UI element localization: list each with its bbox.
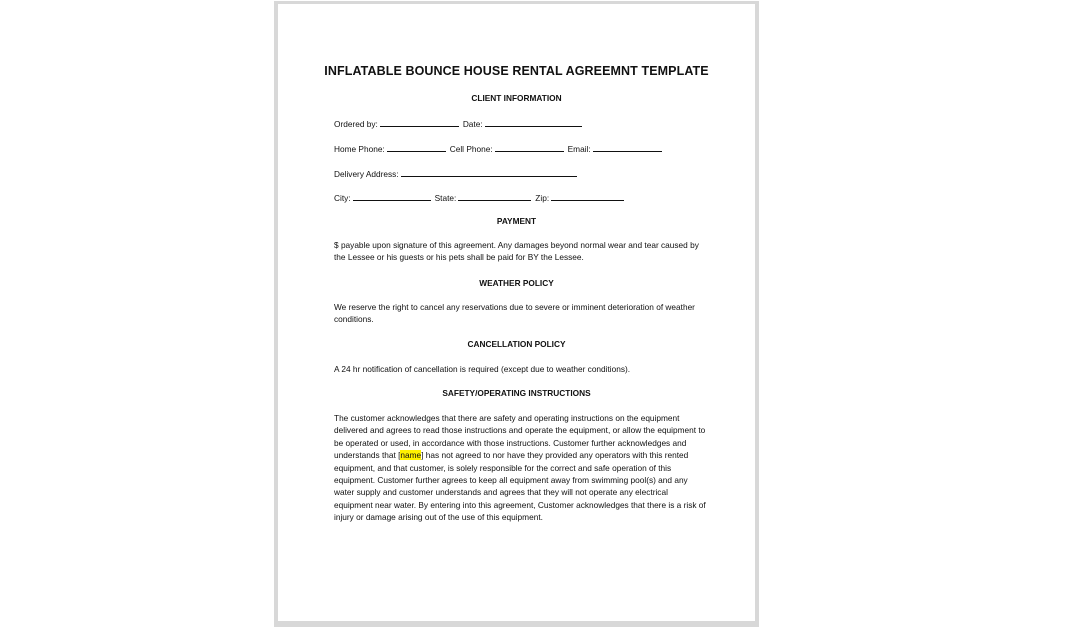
document-page (278, 4, 755, 621)
cancellation-policy-heading: CANCELLATION POLICY (467, 339, 566, 349)
safety-paragraph (334, 412, 706, 524)
home-phone-label: Home Phone: (334, 144, 385, 154)
state-label: State: (434, 193, 457, 203)
weather-policy-text: We reserve the right to cancel any reservations due to severe or imminent deterioration of weather conditions. (334, 302, 695, 325)
payment-text: payable upon signature of this agreement. Any damages beyond normal wear and tear caused by the Lessee or his guests or his pets shall be paid for BY the Lessee. (334, 240, 699, 263)
delivery-address-row (334, 167, 581, 179)
ordered-by-field[interactable] (380, 117, 459, 127)
zip-label: Zip: (535, 193, 550, 203)
date-label: Date: (462, 119, 483, 129)
weather-policy-heading: WEATHER POLICY (479, 278, 554, 288)
email-field[interactable] (593, 142, 662, 152)
delivery-address-label: Delivery Address: (334, 169, 399, 179)
name-placeholder[interactable]: name (400, 450, 422, 461)
ordered-by-label: Ordered by: (334, 119, 378, 129)
zip-field[interactable] (551, 191, 624, 201)
state-field[interactable] (458, 191, 531, 201)
payment-heading: PAYMENT (496, 216, 537, 226)
ordered-by-row (334, 117, 586, 129)
safety-text-before: The customer acknowledges that there are safety and operating instructions on the equipment delivered and agrees to read those instructions and operate the equipment, or allow the equipment to be operated or used, in accordance with those instructions. Customer further acknowledges and understands that [ (334, 413, 706, 461)
email-label: Email: (567, 144, 591, 154)
date-field[interactable] (485, 117, 582, 127)
cancellation-policy-text: A 24 hr notification of cancellation is required (except due to weather conditions). (334, 364, 631, 374)
client-information-heading: CLIENT INFORMATION (471, 93, 562, 103)
city-state-zip-row (334, 191, 628, 203)
city-field[interactable] (353, 191, 431, 201)
safety-heading: SAFETY/OPERATING INSTRUCTIONS (442, 388, 591, 398)
home-phone-field[interactable] (387, 142, 446, 152)
safety-text-after: ] has not agreed to nor have they provided any operators with this rented equipment, and that customer, is solely responsible for the correct and safe operation of this equipment. Customer further agrees to keep all equipment away from swimming pool(s) and any water supply and customer understands and agrees that they will not operate any electrical equipment near water. By entering into this agreement, Customer acknowledges that there is a risk of injury or damage arising out of the use of this equipment. (334, 450, 706, 523)
city-label: City: (334, 193, 351, 203)
phone-row (334, 142, 666, 154)
currency-symbol: $ (334, 240, 339, 250)
cell-phone-label: Cell Phone: (449, 144, 493, 154)
document-title: INFLATABLE BOUNCE HOUSE RENTAL AGREEMNT TEMPLATE (324, 64, 709, 78)
payment-paragraph (334, 239, 704, 264)
cell-phone-field[interactable] (495, 142, 564, 152)
delivery-address-field[interactable] (401, 167, 577, 177)
